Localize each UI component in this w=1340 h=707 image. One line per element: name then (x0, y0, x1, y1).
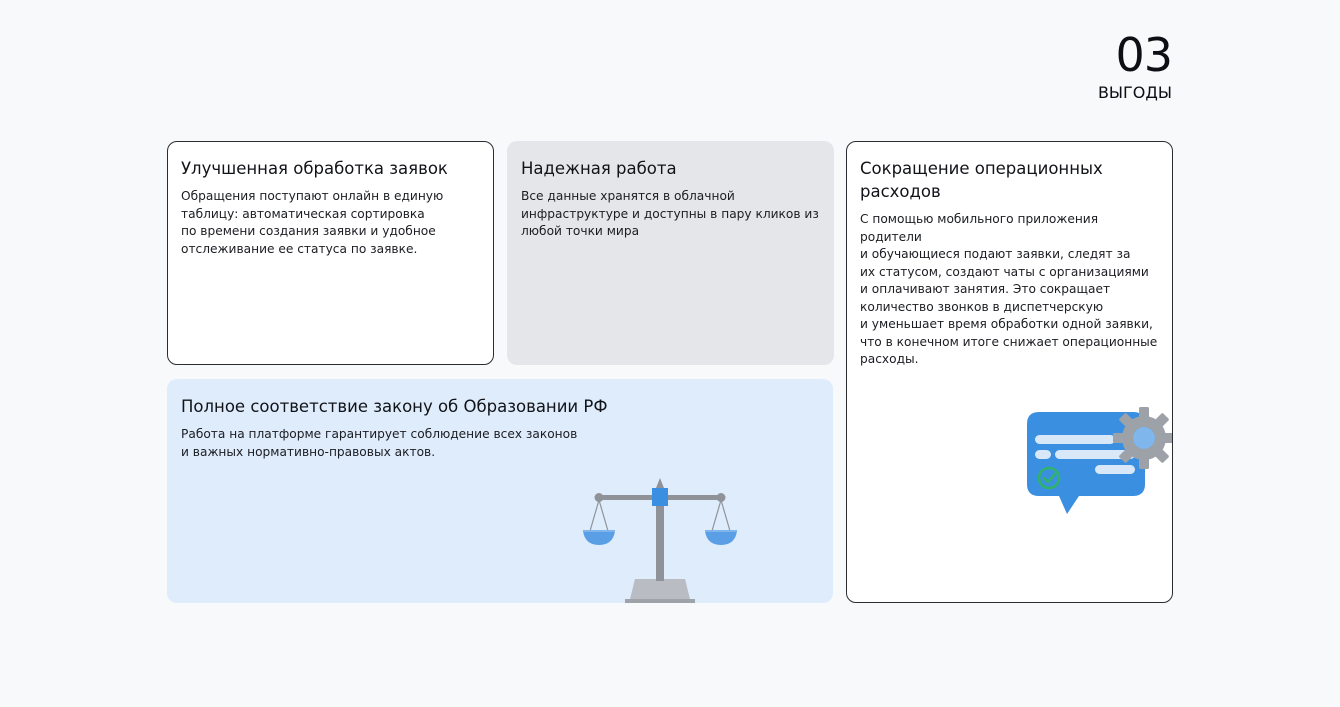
benefit-card-reliable (507, 141, 834, 365)
card-text: С помощью мобильного приложения родители и обучающиеся подают заявки, следят за их статусом, создают чаты с организациями и оплачивают занятия. Это сокращает количество звонков в диспетчерскую и уменьшает время обработки одной заявки, что в конечном итоге снижает операционные расходы. (860, 212, 1158, 366)
section-label: ВЫГОДЫ (1097, 83, 1172, 102)
section-header (1098, 30, 1172, 103)
card-title: Надежная работа (521, 159, 677, 178)
card-title: Улучшенная обработка заявок (181, 159, 448, 178)
scales-icon (579, 475, 741, 603)
card-text: Все данные хранятся в облачной инфраструктуре и доступны в пару кликов из любой точки мира (521, 189, 819, 238)
benefit-card-requests (167, 141, 494, 365)
benefit-card-costs (846, 141, 1173, 603)
card-text: Обращения поступают онлайн в единую таблицу: автоматическая сортировка по времени создания заявки и удобное отслеживание ее статуса по заявке. (181, 189, 444, 256)
card-text: Работа на платформе гарантирует соблюдение всех законов и важных нормативно-правовых актов. (181, 427, 578, 459)
card-title: Полное соответствие закону об Образовании РФ (181, 397, 608, 416)
section-number: 03 (1115, 28, 1172, 82)
benefit-card-law (167, 379, 833, 603)
chat-bubble-gear-icon (1015, 402, 1173, 527)
card-title: Сокращение операционных расходов (860, 159, 1103, 201)
